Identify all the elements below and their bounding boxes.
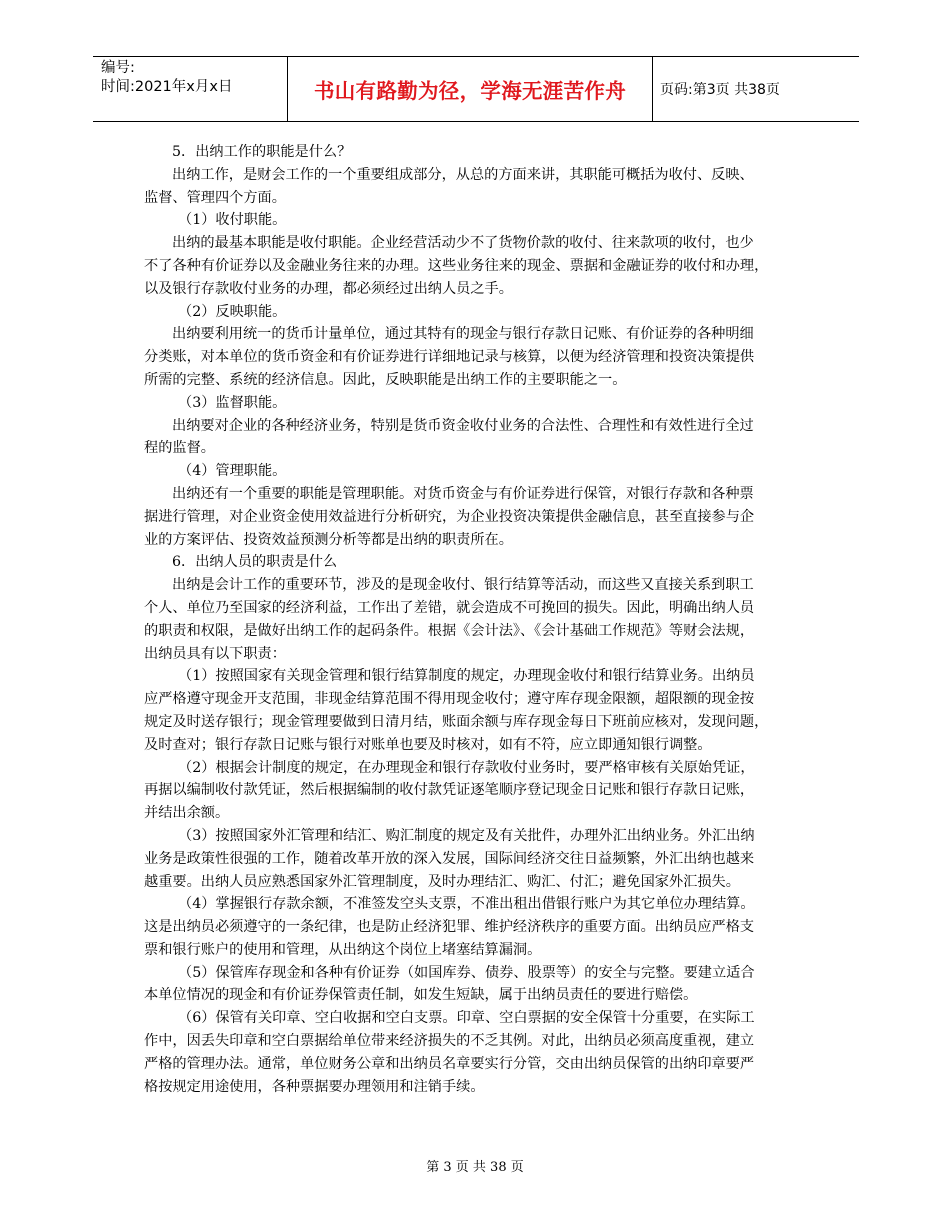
paragraph-line: 的职责和权限，是做好出纳工作的起码条件。根据《会计法》、《会计基础工作规范》等财会法规， [144,622,755,639]
paragraph-first-line: 出纳要对企业的各种经济业务，特别是货币资金收付业务的合法性、合理性和有效性进行全过 [172,417,754,434]
paragraph-line: 严格的管理办法。通常，单位财务公章和出纳员名章要实行分管，交由出纳员保管的出纳印章要严 [144,1055,755,1072]
paragraph-first-line: 出纳还有一个重要的职能是管理职能。对货币资金与有价证券进行保管，对银行存款和各种票 [172,485,754,502]
page-footer: 第 3 页 共 38 页 [426,1160,524,1175]
paragraph-first-line: （5）保管库存现金和各种有价证券（如国库券、债券、股票等）的安全与完整。要建立适合 [178,964,755,981]
document-number-label: 编号: [101,60,135,76]
paragraph-first-line: 出纳是会计工作的重要环节，涉及的是现金收付、银行结算等活动，而这些又直接关系到职工 [172,577,754,594]
paragraph-first-line: （1）收付职能。 [178,212,287,229]
paragraph-first-line: 5．出纳工作的职能是什么？ [172,144,352,160]
paragraph-line: 出纳员具有以下职责： [144,645,286,662]
paragraph-line: 据进行管理，对企业资金使用效益进行分析研究，为企业投资决策提供金融信息，甚至直接参与企 [144,508,755,525]
paragraph-first-line: （6）保管有关印章、空白收据和空白支票。印章、空白票据的安全保管十分重要，在实际工 [178,1010,755,1027]
header-motto: 书山有路勤为径，学海无涯苦作舟 [287,57,653,121]
paragraph-line: 个人、单位乃至国家的经济利益，工作出了差错，就会造成不可挽回的损失。因此，明确出纳人员 [144,599,755,616]
paragraph-first-line: 6．出纳人员的职责是什么 [172,554,338,571]
paragraph-line: 程的监督。 [144,440,215,457]
paragraph-first-line: （3）监督职能。 [178,394,287,411]
paragraph-line: 这是出纳员必须遵守的一条纪律，也是防止经济犯罪、维护经济秩序的重要方面。出纳员应严格支 [144,919,755,936]
paragraph-first-line: 出纳的最基本职能是收付职能。企业经营活动少不了货物价款的收付、往来款项的收付，也少 [172,235,754,252]
paragraph-line: 不了各种有价证券以及金融业务往来的办理。这些业务往来的现金、票据和金融证券的收付和办理， [144,257,769,274]
paragraph-line: 格按规定用途使用，各种票据要办理领用和注销手续。 [144,1078,485,1095]
paragraph-line: 分类账，对本单位的货币资金和有价证券进行详细地记录与核算，以便为经济管理和投资决策提供 [144,349,755,366]
paragraph-first-line: （2）反映职能。 [178,303,287,320]
document-body [144,141,824,1098]
paragraph-line: 所需的完整、系统的经济信息。因此，反映职能是出纳工作的主要职能之一。 [144,371,627,388]
document-time: 时间:2021年x月x日 [101,79,233,95]
paragraph-line: 并结出余额。 [144,805,230,822]
paragraph-first-line: （4）管理职能。 [178,463,287,480]
paragraph-first-line: 出纳工作，是财会工作的一个重要组成部分，从总的方面来讲，其职能可概括为收付、反映、 [172,166,754,183]
paragraph-line: 规定及时送存银行；现金管理要做到日清月结，账面余额与库存现金每日下班前应核对，发现问题， [144,713,769,730]
paragraph-line: 监督、管理四个方面。 [144,189,286,206]
paragraph-first-line: （4）掌握银行存款余额，不准签发空头支票，不准出租出借银行账户为其它单位办理结算。 [178,896,755,913]
paragraph-line: 本单位情况的现金和有价证券保管责任制，如发生短缺，属于出纳员责任的要进行赔偿。 [144,987,698,1004]
paragraph-line: 应严格遵守现金开支范围，非现金结算范围不得用现金收付；遵守库存现金限额，超限额的现金按 [144,691,755,708]
paragraph-first-line: （2）根据会计制度的规定，在办理现金和银行存款收付业务时，要严格审核有关原始凭证， [178,759,755,776]
paragraph-first-line: 出纳要利用统一的货币计量单位，通过其特有的现金与银行存款日记账、有价证券的各种明细 [172,326,754,343]
header-meta [93,57,287,121]
paragraph-first-line: （3）按照国家外汇管理和结汇、购汇制度的规定及有关批件，办理外汇出纳业务。外汇出纳 [178,827,755,844]
page-header [93,56,859,122]
paragraph-line: 越重要。出纳人员应熟悉国家外汇管理制度，及时办理结汇、购汇、付汇；避免国家外汇损失。 [144,873,740,890]
paragraph-line: 业务是政策性很强的工作，随着改革开放的深入发展，国际间经济交往日益频繁，外汇出纳也越来 [144,850,755,867]
paragraph-line: 以及银行存款收付业务的办理，都必须经过出纳人员之手。 [144,280,513,297]
header-page-info: 页码:第3页 共38页 [660,82,780,98]
paragraph-line: 业的方案评估、投资效益预测分析等都是出纳的职责所在。 [144,531,513,548]
paragraph-line: 票和银行账户的使用和管理，从出纳这个岗位上堵塞结算漏洞。 [144,941,542,958]
paragraph-first-line: （1）按照国家有关现金管理和银行结算制度的规定，办理现金收付和银行结算业务。出纳员 [178,668,755,685]
paragraph-line: 及时查对；银行存款日记账与银行对账单也要及时核对，如有不符，应立即通知银行调整。 [144,736,712,753]
paragraph-line: 再据以编制收付款凭证，然后根据编制的收付款凭证逐笔顺序登记现金日记账和银行存款日记账， [144,782,755,799]
paragraph-line: 作中，因丢失印章和空白票据给单位带来经济损失的不乏其例。对此，出纳员必须高度重视，建立 [144,1033,755,1050]
